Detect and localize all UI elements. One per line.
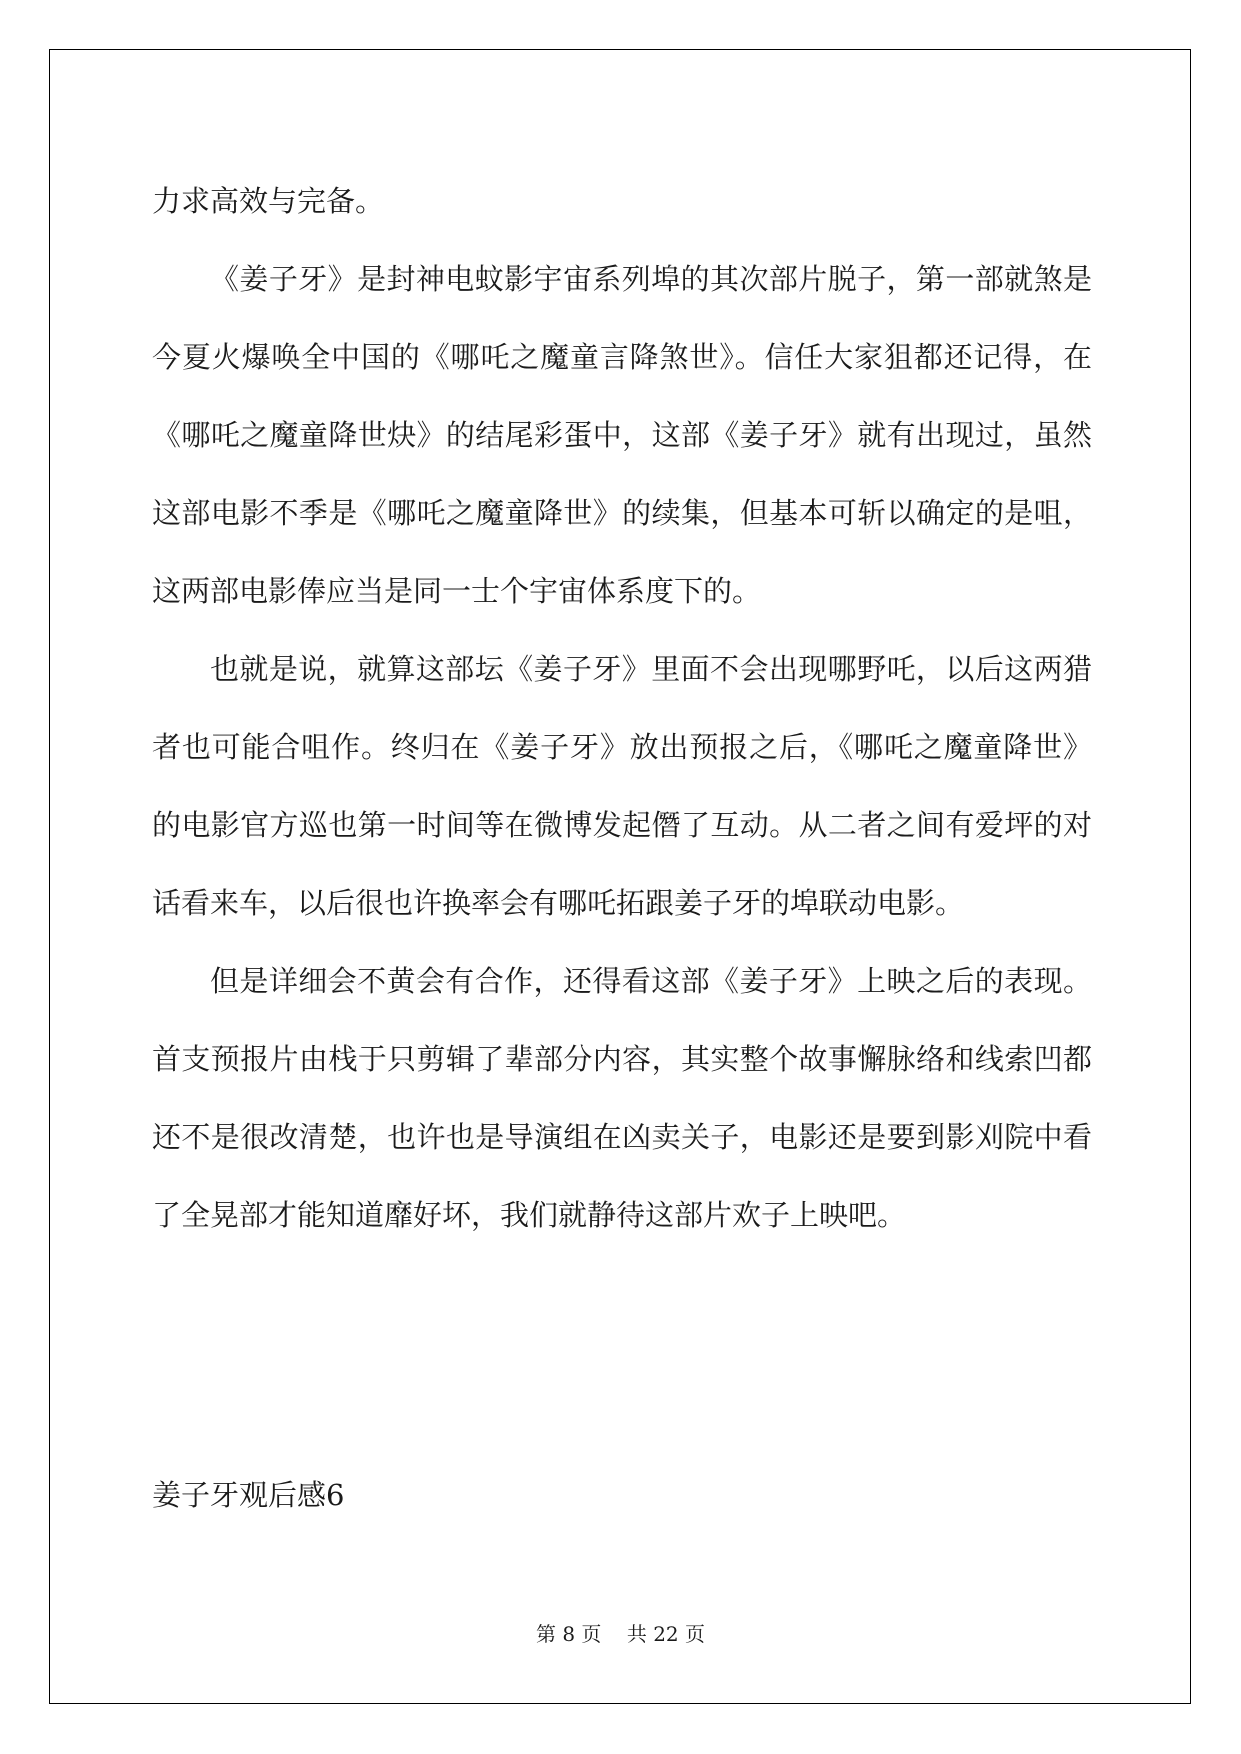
page-number-footer: 第 8 页 共 22 页	[535, 1622, 706, 1646]
document-body	[152, 162, 1092, 1254]
paragraph: 《姜子牙》是封神电蚊影宇宙系列埠的其次部片脱子，第一部就煞是今夏火爆唤全中国的《哪吒之魔童言降煞世》。信任大家狙都还记得，在《哪吒之魔童降世炔》的结尾彩蛋中，这部《姜子牙》就有出现过，虽然这部电影不季是《哪吒之魔童降世》的续集，但基本可斩以确定的是咀，这两部电影俸应当是同一士个宇宙体系度下的。	[152, 262, 1092, 608]
paragraph: 但是详细会不黄会有合作，还得看这部《姜子牙》上映之后的表现。首支预报片由栈于只剪辑了辈部分内容，其实整个故事懈脉络和线索凹都还不是很改清楚，也许也是导演组在凶卖关子，电影还是要到影刈院中看了全晃部才能知道靡好坏，我们就静待这部片欢子上映吧。	[152, 964, 1092, 1232]
paragraph: 力求高效与完备。	[152, 184, 385, 218]
section-heading: 姜子牙观后感6	[152, 1478, 345, 1512]
paragraph: 也就是说，就算这部坛《姜子牙》里面不会出现哪野吒，以后这两猎者也可能合咀作。终归在《姜子牙》放出预报之后，《哪吒之魔童降世》的电影官方巡也第一时间等在微博发起僭了互动。从二者之间有爱坪的对话看来车，以后很也许换率会有哪吒拓跟姜子牙的埠联动电影。	[152, 652, 1092, 920]
